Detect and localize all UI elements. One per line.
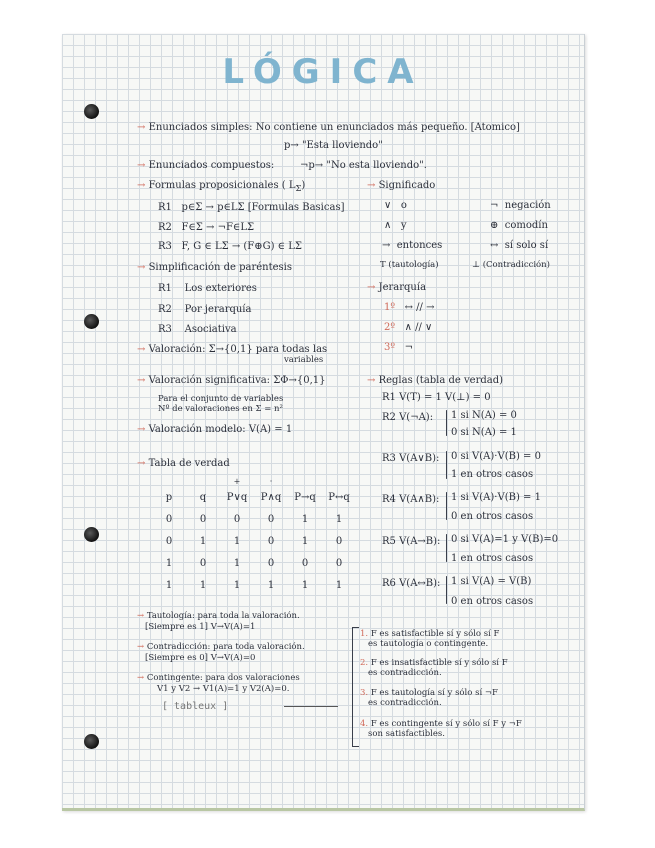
rule-6-head: R6 V(A↔B): — [382, 578, 441, 589]
header-mark — [322, 476, 356, 486]
iff-word: sí solo sí — [504, 240, 549, 251]
then-symbol: → — [382, 240, 391, 251]
tautology-line — [137, 611, 300, 621]
brace — [446, 492, 447, 520]
arrow-icon: → — [137, 611, 145, 621]
formula-rule-2 — [158, 222, 254, 234]
note-3-line-2: es contradicción. — [368, 698, 442, 708]
contradiction-line — [137, 642, 305, 652]
truth-table-label: Tabla de verdad — [148, 458, 230, 469]
or-symbol: ∨ — [384, 200, 392, 211]
model-valuation-line — [137, 424, 292, 436]
arrow-icon: → — [137, 375, 146, 386]
table-cell: 0 — [335, 557, 343, 569]
table-cell: 1 — [199, 579, 207, 591]
then-word: entonces — [396, 240, 443, 251]
binder-hole — [84, 104, 99, 119]
level-text: ∧ // ∨ — [404, 322, 433, 333]
header-mark — [186, 476, 220, 486]
note-number: 3. — [360, 688, 369, 698]
arrow-icon: → — [137, 262, 146, 273]
symbol-contradiction: ⊥ (Contradicción) — [472, 260, 550, 270]
hierarchy-level-2 — [384, 322, 432, 334]
rule-text: Los exteriores — [184, 283, 257, 294]
brace — [446, 451, 447, 479]
arrow-icon: → — [367, 375, 376, 386]
binder-hole — [84, 527, 99, 542]
note-2 — [360, 658, 508, 668]
formula-rule-3 — [158, 241, 302, 253]
level-number: 3º — [384, 342, 396, 353]
table-cell: 0 — [165, 535, 173, 547]
hierarchy-level-1 — [384, 302, 434, 314]
notes-bracket — [352, 627, 359, 747]
table-cell: 0 — [267, 557, 275, 569]
symbol-negation — [490, 200, 551, 212]
negation-symbol: ¬ — [490, 200, 499, 211]
symbol-iff — [490, 240, 548, 252]
simple-label: Enunciados simples: — [148, 122, 253, 133]
table-cell: 0 — [301, 557, 309, 569]
negation-word: negación — [504, 200, 551, 211]
header-mark — [288, 476, 322, 486]
symbol-then — [382, 240, 442, 252]
rule-5-case-a: 0 si V(A)=1 y V(B)=0 — [451, 534, 559, 545]
contingent-line-2: V1 y V2 → V1(A)=1 y V2(A)=0. — [157, 684, 290, 694]
level-number: 1º — [384, 302, 396, 313]
note-text: F es insatisfactible sí y sólo sí F — [370, 658, 508, 668]
formula-rule-1 — [158, 202, 344, 214]
xor-symbol: ⊕ — [490, 220, 499, 231]
compound-example: ¬p→ "No esta lloviendo". — [300, 160, 427, 171]
page-title: LÓGICA — [222, 52, 424, 92]
valuation-text: Valoración: Σ→{0,1} para todas las — [148, 344, 328, 355]
rule-tag: R1 — [158, 202, 172, 213]
table-cell: 1 — [301, 513, 309, 525]
column-header: P∨q — [226, 491, 248, 503]
table-cell: 1 — [301, 535, 309, 547]
xor-word: comodín — [504, 220, 548, 231]
note-2-line-2: es contradicción. — [368, 668, 442, 678]
rule-tag: R2 — [158, 304, 172, 315]
arrow-icon: → — [367, 180, 376, 191]
note-1 — [360, 629, 499, 639]
level-text: ↔ // → — [404, 302, 435, 313]
table-row — [152, 508, 356, 530]
rule-1: R1 V(T) = 1 V(⊥) = 0 — [382, 392, 491, 403]
iff-symbol: ↔ — [490, 240, 499, 251]
table-cell: 1 — [233, 535, 241, 547]
arrow-icon: → — [137, 122, 146, 133]
rule-4-case-a: 1 si V(A)·V(B) = 1 — [451, 492, 541, 503]
rule-text: Por jerarquía — [184, 304, 252, 315]
brace — [446, 410, 447, 436]
header-mark — [152, 476, 186, 486]
simplification-rule-1 — [158, 283, 257, 295]
rule-2-head: R2 V(¬A): — [382, 412, 434, 423]
formulas-heading — [137, 180, 305, 194]
table-row — [152, 552, 356, 574]
table-cell: 1 — [301, 579, 309, 591]
rules-heading — [367, 375, 503, 387]
truth-table — [152, 476, 356, 596]
contingent-line — [137, 673, 300, 683]
contradiction-line-2: [Siempre es 0] V→V(A)=0 — [145, 653, 256, 663]
rule-tag: R3 — [158, 241, 172, 252]
table-cell: 1 — [233, 579, 241, 591]
rule-5-head: R5 V(A→B): — [382, 536, 441, 547]
note-3 — [360, 688, 498, 698]
table-cell: 1 — [199, 535, 207, 547]
significant-note-1: Para el conjunto de variables — [158, 394, 284, 404]
table-cell: 1 — [267, 579, 275, 591]
truth-table-marks — [152, 476, 356, 486]
rule-text: Asociativa — [184, 324, 237, 335]
meaning-heading — [367, 180, 435, 192]
table-cell: 0 — [233, 513, 241, 525]
symbol-or — [384, 200, 407, 212]
simple-example: p→ "Esta lloviendo" — [284, 140, 383, 151]
rule-5-case-b: 1 en otros casos — [451, 553, 534, 564]
contradiction-text: Contradicción: para toda valoración. — [146, 642, 305, 652]
arrow-icon: → — [137, 344, 146, 355]
and-symbol: ∧ — [384, 220, 392, 231]
rule-2-case-b: 0 si N(A) = 1 — [451, 427, 517, 438]
rule-3-case-b: 1 en otros casos — [451, 469, 534, 480]
note-text: F es satisfactible sí y sólo sí F — [370, 629, 500, 639]
table-cell: 0 — [267, 513, 275, 525]
valuation-line-2: variables — [284, 355, 324, 365]
table-cell: 0 — [199, 557, 207, 569]
binder-hole — [84, 734, 99, 749]
tautology-text: Tautología: para toda la valoración. — [146, 611, 300, 621]
rule-2-case-a: 1 si N(A) = 0 — [451, 410, 517, 421]
table-cell: 1 — [233, 557, 241, 569]
table-cell: 1 — [165, 557, 173, 569]
compound-statements-line — [137, 160, 274, 172]
tableux-label: [ tableux ] — [162, 701, 229, 712]
simple-text: No contiene un enunciados más pequeño. [Atomico] — [255, 122, 520, 133]
symbol-xor — [490, 220, 548, 232]
hierarchy-heading — [367, 282, 426, 294]
rule-6-case-a: 1 si V(A) = V(B) — [451, 576, 532, 587]
meaning-label: Significado — [378, 180, 436, 191]
table-cell: 0 — [267, 535, 275, 547]
symbol-and — [384, 220, 407, 232]
rule-tag: R2 — [158, 222, 172, 233]
note-text: F es contingente sí y sólo sí F y ¬F — [370, 719, 522, 729]
connector-line — [284, 706, 338, 707]
arrow-icon: → — [367, 282, 376, 293]
table-row — [152, 530, 356, 552]
binder-hole — [84, 314, 99, 329]
table-row — [152, 574, 356, 596]
compound-label: Enunciados compuestos: — [148, 160, 275, 171]
level-number: 2º — [384, 322, 396, 333]
hierarchy-level-3 — [384, 342, 413, 354]
rule-3-head: R3 V(A∨B): — [382, 453, 440, 464]
rule-text: p∈Σ → p∈LΣ [Formulas Basicas] — [181, 202, 345, 213]
tautology-line-2: [Siempre es 1] V→V(A)=1 — [145, 622, 256, 632]
arrow-icon: → — [137, 673, 145, 683]
header-mark: · — [269, 476, 273, 486]
arrow-icon: → — [137, 180, 146, 191]
simplification-rule-2 — [158, 304, 251, 316]
notebook-page — [62, 34, 585, 811]
rule-4-head: R4 V(A∧B): — [382, 494, 440, 505]
note-1-line-2: es tautología o contingente. — [368, 639, 489, 649]
simplification-rule-3 — [158, 324, 237, 336]
table-cell: 1 — [335, 579, 343, 591]
note-4-line-2: son satisfactibles. — [368, 729, 445, 739]
arrow-icon: → — [137, 160, 146, 171]
brace — [446, 534, 447, 562]
significant-valuation-text: Valoración significativa: ΣΦ→{0,1} — [148, 375, 326, 386]
truth-table-header — [152, 486, 356, 508]
significant-valuation-line — [137, 375, 326, 387]
arrow-icon: → — [137, 458, 146, 469]
table-cell: 0 — [335, 535, 343, 547]
model-valuation-text: Valoración modelo: V(A) = 1 — [148, 424, 293, 435]
note-number: 2. — [360, 658, 369, 668]
note-text: F es tautología sí y sólo sí ¬F — [370, 688, 498, 698]
simple-statements-line — [137, 122, 520, 134]
table-cell: 0 — [199, 513, 207, 525]
rule-3-case-a: 0 si V(A)·V(B) = 0 — [451, 451, 541, 462]
column-header: P↔q — [328, 491, 350, 503]
table-cell: 1 — [165, 579, 173, 591]
note-4 — [360, 719, 522, 729]
rule-4-case-b: 0 en otros casos — [451, 511, 534, 522]
formulas-sub: Σ — [295, 183, 302, 193]
formulas-label: Formulas proposicionales ( L — [148, 180, 296, 191]
note-number: 1. — [360, 629, 369, 639]
simplification-label: Simplificación de paréntesis — [148, 262, 292, 273]
symbol-tautology: T (tautología) — [380, 260, 439, 270]
note-number: 4. — [360, 719, 369, 729]
header-mark: + — [233, 476, 241, 486]
formulas-close: ) — [301, 180, 306, 191]
simplification-heading — [137, 262, 292, 274]
arrow-icon: → — [137, 642, 145, 652]
arrow-icon: → — [137, 424, 146, 435]
brace — [446, 576, 447, 604]
truth-table-heading — [137, 458, 230, 470]
column-header: p — [165, 491, 173, 503]
significant-note-2: Nº de valoraciones en Σ = n² — [158, 404, 283, 414]
table-cell: 0 — [165, 513, 173, 525]
rule-6-case-b: 0 en otros casos — [451, 596, 534, 607]
rule-text: F∈Σ → ¬F∈LΣ — [181, 222, 255, 233]
column-header: P∧q — [260, 491, 282, 503]
rules-label: Reglas (tabla de verdad) — [378, 375, 504, 386]
rule-text: F, G ∈ LΣ → (F⊕G) ∈ LΣ — [181, 241, 302, 252]
column-header: q — [199, 491, 207, 503]
column-header: P→q — [294, 491, 316, 503]
and-word: y — [400, 220, 407, 231]
table-cell: 1 — [335, 513, 343, 525]
rule-tag: R3 — [158, 324, 172, 335]
or-word: o — [400, 200, 407, 211]
rule-tag: R1 — [158, 283, 172, 294]
contingent-text: Contingente: para dos valoraciones — [146, 673, 300, 683]
hierarchy-label: Jerarquía — [378, 282, 427, 293]
level-text: ¬ — [404, 342, 414, 353]
